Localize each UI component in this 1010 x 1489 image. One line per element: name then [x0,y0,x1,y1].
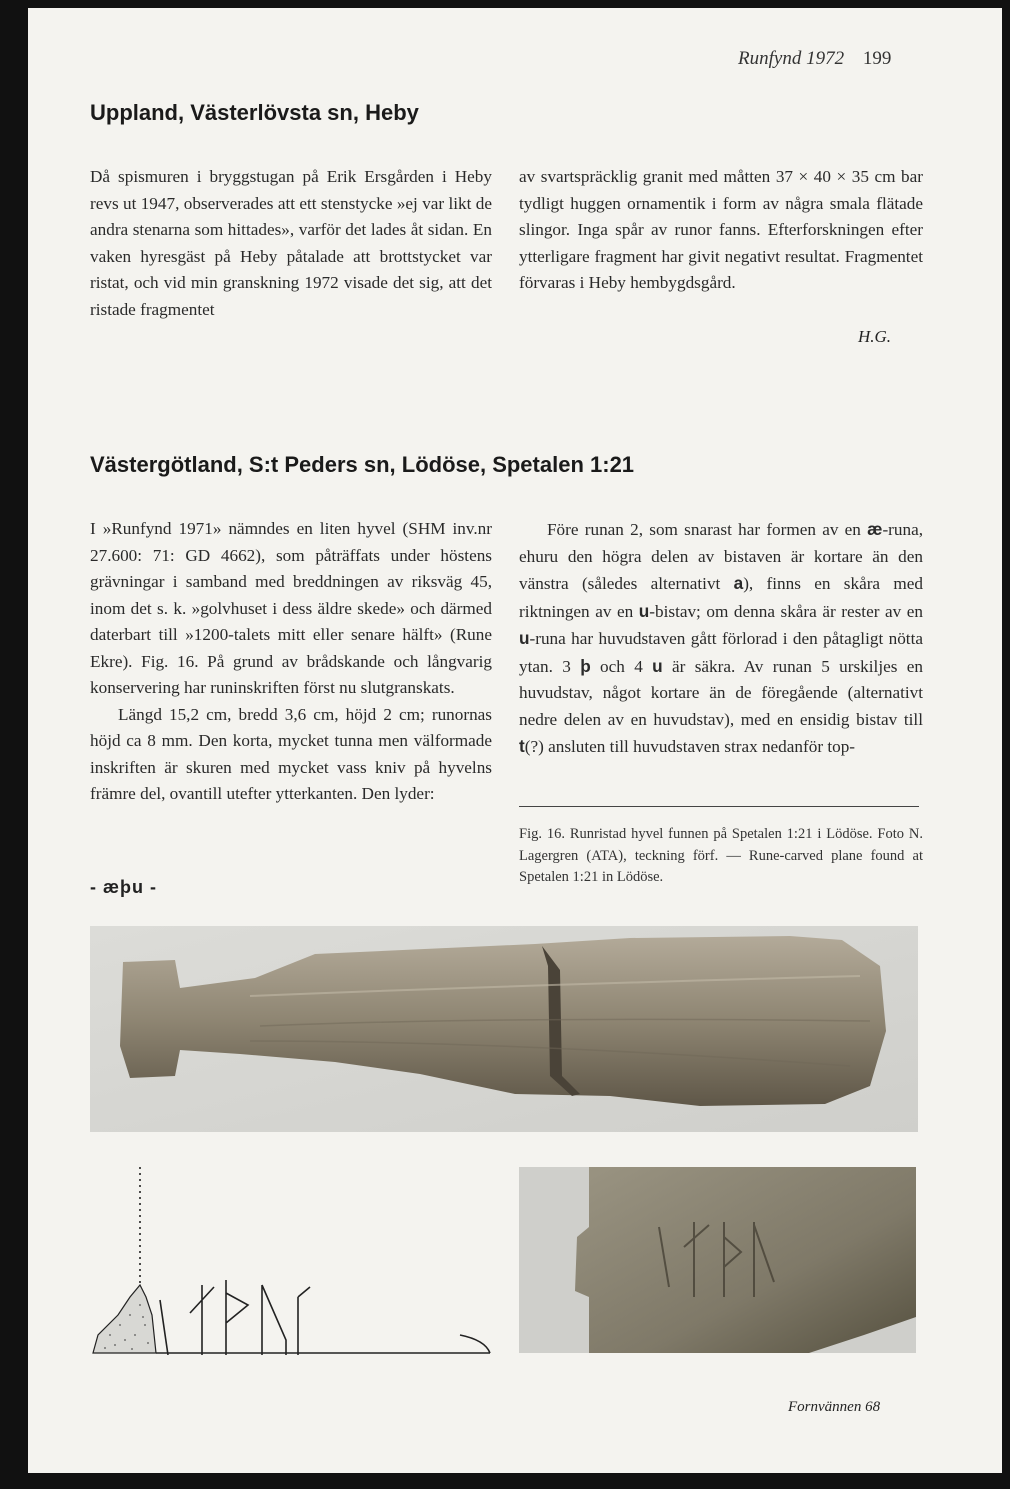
rune-thorn: þ [580,655,591,676]
running-title: Runfynd 1972 [738,48,845,69]
text-run: är säkra. Av runan 5 urskiljes en huvudstav, något kortare än de föregående (alternativt nedre delen av en huvudstav), med en ensidig bistav till [519,656,923,729]
rune-ae: æ [867,519,883,539]
section2-left-column [90,516,492,808]
section-heading-vastergotland: Västergötland, S:t Peders sn, Lödöse, Spetalen 1:21 [90,452,635,477]
rune-stroke-1 [160,1300,168,1355]
section2-right-column [519,516,923,761]
rune-u: u [638,600,650,621]
drawing-worn-area [93,1285,156,1353]
section2-right-paragraph [519,516,923,761]
rune-t [298,1287,310,1355]
closeup-photo [519,1167,916,1353]
drawing-edge-curve [460,1335,490,1353]
closeup-wood [575,1167,916,1353]
figure-caption: Fig. 16. Runristad hyvel funnen på Spetalen 1:21 i Lödöse. Foto N. Lagergren (ATA), teckning förf. — Rune-carved plane found at Spetalen 1:21 in Lödöse. [519,826,923,885]
runic-transcription: - æþu - [90,877,157,897]
rune-ae [190,1285,214,1355]
section-heading-uppland: Uppland, Västerlövsta sn, Heby [90,100,419,125]
text-run: -runa, ehuru den högra delen av bistaven är kortare än den vänstra (således alternativt [519,520,923,593]
author-signature: H.G. [858,327,892,346]
plane-photo [90,926,918,1132]
text-run: -runa har huvudstaven gått förlorad i den påtagligt nötta ytan. 3 [519,629,923,676]
text-run: och 4 [590,656,653,676]
section1-left-column [90,164,492,323]
text-run: ), finns en skåra med riktningen av en [519,574,923,621]
rune-u [262,1285,286,1355]
section2-left-paragraph-2: Längd 15,2 cm, bredd 3,6 cm, höjd 2 cm; runornas höjd ca 8 mm. Den korta, mycket tunna men välformade inskriften är skuren med mycket vass kniv på hyvelns främre del, ovantill utefter ytterkanten. Den lyder: [90,704,492,803]
rune-t: t [519,736,525,756]
journal-footer: Fornvännen 68 [788,1399,881,1415]
text-run: -bistav; om denna skåra är rester av en [649,601,923,621]
text-run: (?) ansluten till huvudstaven strax nedanför top- [524,737,856,756]
running-header [738,48,891,70]
section1-left-paragraph: Då spismuren i bryggstugan på Erik Ersgården i Heby revs ut 1947, observerades att ett stenstycke »ej var likt de andra stenarna som hittades», varför det lades åt sidan. En vaken hyresgäst på Heby påtalade att brottstycket var ristat, och vid min granskning 1972 visade det sig, att det ristade fragmentet [90,167,492,319]
rune-drawing [90,1165,498,1355]
page-number: 199 [862,48,892,69]
rune-a: a [733,573,744,593]
section2-left-paragraph-1: I »Runfynd 1971» nämndes en liten hyvel (SHM inv.nr 27.600: 71: GD 4662), som påträffats under höstens grävningar i samband med breddningen av riksväg 45, inom det s. k. »golvhuset i dess äldre skede» och därmed daterbart till »1200-talets mitt eller senare hälft» (Rune Ekre). Fig. 16. På grund av brådskande och långvarig konservering har runinskriften först nu slutgranskats. [90,519,492,697]
caption-rule [519,806,919,807]
rune-thorn [226,1280,248,1355]
section1-right-column [519,164,923,297]
rune-u: u [519,628,530,648]
rune-u: u [652,655,663,676]
section1-right-paragraph: av svartspräcklig granit med måtten 37 × 40 × 35 cm bar tydligt huggen ornamentik i form av några smala flätade slingor. Inga spår av runor fanns. Efterforskningen efter ytterligare fragment har givit negativt resultat. Fragmentet förvaras i Heby hembygdsgård. [519,167,923,292]
text-run: Före runan 2, som snarast har formen av en [547,520,868,539]
